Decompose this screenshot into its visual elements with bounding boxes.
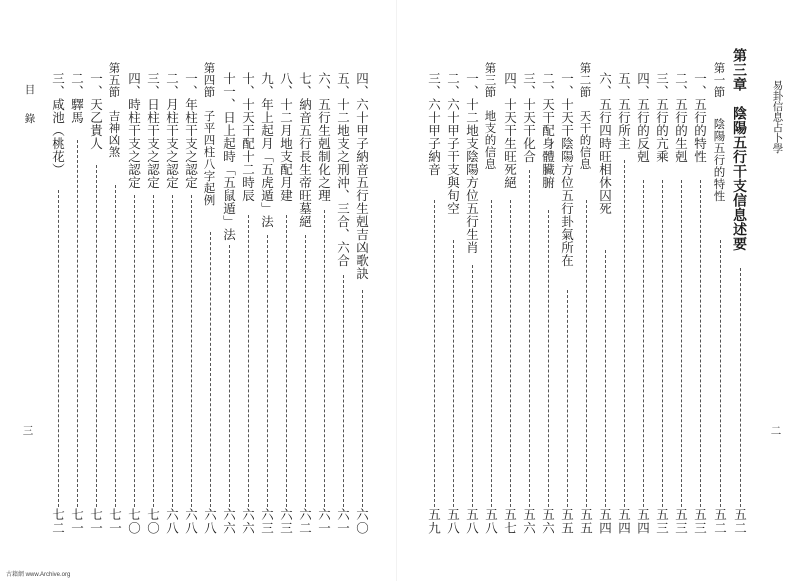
- dot-leader: [434, 200, 435, 507]
- toc-page-number: 七〇: [145, 508, 161, 535]
- dot-leader: [567, 290, 568, 507]
- toc-entry-text: 一、十天干陰陽方位五行卦氣所在: [559, 72, 575, 267]
- toc-entry-text: 八、十二月地支配月建: [278, 72, 294, 202]
- toc-page-number: 五四: [597, 508, 613, 535]
- toc-page-number: 七一: [107, 508, 123, 535]
- toc-entry-text: 三、六十甲子納音: [426, 72, 442, 176]
- toc-entry-text: 第三章 陰陽五行干支信息述要: [731, 48, 747, 251]
- dot-leader: [662, 180, 663, 507]
- dot-leader: [510, 200, 511, 507]
- toc-page-number: 五四: [635, 508, 651, 535]
- dot-leader: [740, 268, 741, 507]
- dot-leader: [172, 195, 173, 507]
- toc-page-number: 六六: [240, 508, 256, 535]
- dot-leader: [586, 200, 587, 507]
- toc-entry-text: 五、五行所主: [616, 72, 632, 150]
- dot-leader: [362, 290, 363, 507]
- dot-leader: [153, 195, 154, 507]
- toc-page-number: 六八: [202, 508, 218, 535]
- toc-page-number: 五九: [426, 508, 442, 535]
- toc-section-label: 第一節: [712, 62, 727, 98]
- dot-leader: [472, 265, 473, 507]
- toc-page-number: 五三: [673, 508, 689, 535]
- toc-page-number: 七二: [50, 508, 66, 535]
- running-head-right: 易卦信息占卜學: [771, 80, 784, 154]
- toc-entry-text: 一、五行的特性: [692, 72, 708, 163]
- dot-leader: [343, 275, 344, 507]
- toc-entry-text: 二、月柱干支之認定: [164, 72, 180, 189]
- toc-page-number: 五四: [616, 508, 632, 535]
- dot-leader: [134, 195, 135, 507]
- toc-entry-text: 陰陽五行的特性: [712, 118, 727, 202]
- toc-entry-text: 十一、日上起時「五鼠遁」法: [221, 72, 237, 241]
- dot-leader: [720, 240, 721, 507]
- toc-entry-text: 三、日柱干支之認定: [145, 72, 161, 189]
- toc-page-number: 五八: [483, 508, 499, 535]
- toc-entry-text: 四、十天干生旺死絕: [502, 72, 518, 189]
- toc-entry-text: 一、天乙貴人: [88, 72, 104, 150]
- toc-entry-text: 三、五行的亢乘: [654, 72, 670, 163]
- page-gutter: [396, 0, 397, 581]
- toc-page-number: 六六: [221, 508, 237, 535]
- dot-leader: [324, 210, 325, 507]
- dot-leader: [453, 240, 454, 507]
- dot-leader: [96, 165, 97, 507]
- toc-page-number: 七一: [88, 508, 104, 535]
- toc-entry-text: 十、十天干配十二時辰: [240, 72, 256, 202]
- toc-entry-text: 第二節 天干的信息: [578, 62, 593, 170]
- toc-page-number: 七一: [69, 508, 85, 535]
- dot-leader: [305, 235, 306, 507]
- toc-page-number: 六八: [164, 508, 180, 535]
- toc-page-number: 六一: [316, 508, 332, 535]
- toc-entry-text: 四、六十甲子納音五行生剋吉凶歌訣: [354, 72, 370, 280]
- toc-page-number: 五二: [732, 508, 748, 535]
- dot-leader: [267, 235, 268, 507]
- toc-entry-text: 二、五行的生剋: [673, 72, 689, 163]
- toc-entry-text: 三、十天干化合: [521, 72, 537, 163]
- toc-page-number: 五二: [712, 508, 728, 535]
- toc-entry-text: 六、五行生剋制化之理: [316, 72, 332, 202]
- toc-page-number: 五八: [464, 508, 480, 535]
- toc-page-number: 六二: [297, 508, 313, 535]
- dot-leader: [643, 180, 644, 507]
- dot-leader: [605, 250, 606, 507]
- dot-leader: [58, 190, 59, 507]
- toc-entry-text: 七、納音五行長生帝旺墓絕: [297, 72, 313, 228]
- toc-page-number: 五八: [445, 508, 461, 535]
- toc-page-number: 六一: [335, 508, 351, 535]
- toc-entry-text: 一、十二地支陰陽方位五行生肖: [464, 72, 480, 254]
- toc-entry-text: 第三節 地支的信息: [483, 62, 498, 170]
- toc-page-number: 七〇: [126, 508, 142, 535]
- toc-entry-text: 六、五行四時旺相休囚死: [597, 72, 613, 215]
- toc-entry-text: 九、年上起月「五虎遁」法: [259, 72, 275, 228]
- toc-entry-text: 第四節 子平四柱八字起例: [202, 62, 217, 206]
- dot-leader: [624, 160, 625, 507]
- dot-leader: [529, 170, 530, 507]
- running-head-left: 目 錄: [23, 84, 36, 128]
- toc-page-number: 五三: [654, 508, 670, 535]
- toc-page-number: 五五: [578, 508, 594, 535]
- page-number-left: 三: [21, 425, 34, 436]
- toc-page-number: 五五: [559, 508, 575, 535]
- toc-entry-text: 一、年柱干支之認定: [183, 72, 199, 189]
- toc-entry-text: 二、六十甲子干支與旬空: [445, 72, 461, 215]
- dot-leader: [248, 215, 249, 507]
- dot-leader: [210, 232, 211, 507]
- toc-entry-text: 第五節 吉神凶煞: [107, 62, 122, 158]
- toc-page-number: 六八: [183, 508, 199, 535]
- toc-entry-text: 二、驛馬: [69, 72, 85, 124]
- toc-page-number: 六〇: [354, 508, 370, 535]
- dot-leader: [115, 185, 116, 507]
- toc-page-number: 五六: [521, 508, 537, 535]
- dot-leader: [286, 215, 287, 507]
- dot-leader: [77, 140, 78, 507]
- toc-page-number: 六三: [278, 508, 294, 535]
- page-number-right: 二: [769, 425, 782, 436]
- dot-leader: [491, 200, 492, 507]
- toc-page-number: 五三: [692, 508, 708, 535]
- toc-page-number: 五六: [540, 508, 556, 535]
- dot-leader: [700, 180, 701, 507]
- toc-entry-text: 四、時柱干支之認定: [126, 72, 142, 189]
- toc-entry-text: 二、天干配身體臟腑: [540, 72, 556, 189]
- toc-entry-text: 四、五行的反剋: [635, 72, 651, 163]
- toc-page-number: 五七: [502, 508, 518, 535]
- dot-leader: [681, 180, 682, 507]
- footer-watermark: 古籍網 www.Archive.org: [6, 572, 71, 578]
- dot-leader: [229, 245, 230, 507]
- toc-entry-text: 三、咸池（桃花）: [50, 72, 66, 176]
- dot-leader: [191, 195, 192, 507]
- toc-page-number: 六三: [259, 508, 275, 535]
- toc-entry-text: 五、十二地支之刑沖、三合、六合: [335, 72, 351, 267]
- dot-leader: [548, 210, 549, 507]
